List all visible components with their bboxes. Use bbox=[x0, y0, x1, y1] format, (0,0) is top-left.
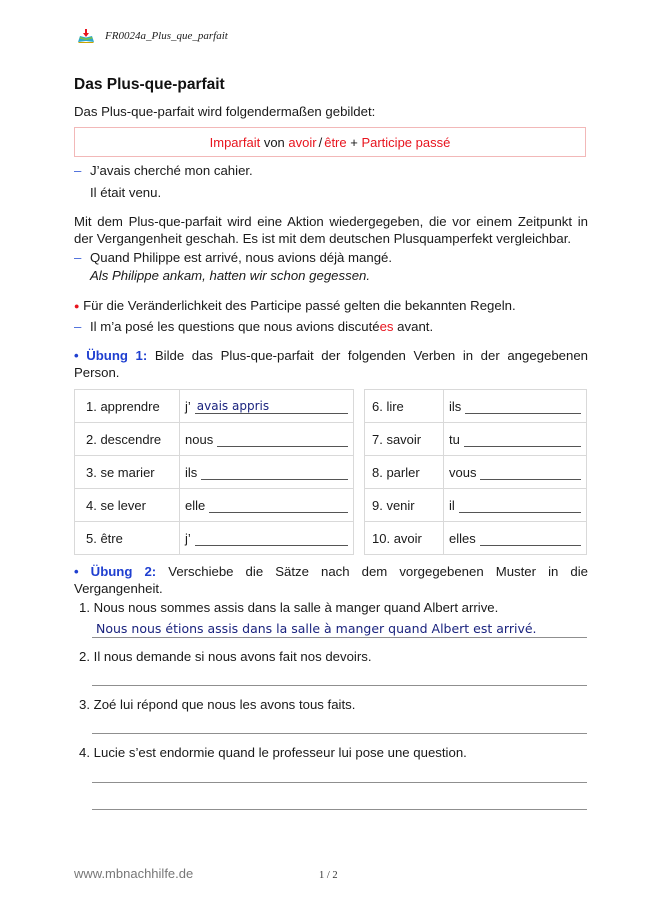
verb-infinitive: être bbox=[96, 530, 123, 546]
item-number: 3. bbox=[86, 464, 97, 480]
answer-field[interactable] bbox=[459, 499, 581, 513]
verb-table-right bbox=[364, 389, 587, 555]
example-1 bbox=[74, 163, 253, 178]
answer-line[interactable] bbox=[92, 716, 587, 734]
verb-infinitive: se marier bbox=[96, 464, 155, 480]
answer-line[interactable] bbox=[92, 668, 587, 686]
verb-table-left bbox=[74, 389, 354, 555]
rule-note bbox=[74, 298, 516, 313]
table-row bbox=[365, 423, 587, 456]
example-text-end: avant. bbox=[393, 319, 434, 334]
pronoun: elle bbox=[185, 498, 206, 513]
answer-cell bbox=[180, 456, 354, 489]
example-text: Il m’a posé les questions que nous avions discuté bbox=[90, 319, 380, 334]
document-id: FR0024a_Plus_que_parfait bbox=[105, 30, 228, 42]
pronoun: ils bbox=[449, 399, 462, 414]
answer-field[interactable] bbox=[217, 433, 348, 447]
answer-field[interactable] bbox=[464, 433, 581, 447]
item-number: 2. bbox=[86, 431, 97, 447]
intro-text: Das Plus-que-parfait wird folgendermaßen gebildet: bbox=[74, 104, 376, 119]
exercise-1-instruction bbox=[74, 347, 588, 381]
verb-cell bbox=[365, 423, 444, 456]
formula-imparfait: Imparfait bbox=[209, 134, 261, 150]
item-number: 10. bbox=[372, 530, 391, 546]
table-row bbox=[365, 456, 587, 489]
exercise-2-label: Übung 2: bbox=[90, 564, 157, 579]
answer-cell bbox=[180, 522, 354, 555]
exercise-2-instruction bbox=[74, 563, 588, 597]
answer-cell bbox=[444, 390, 587, 423]
pronoun: elles bbox=[449, 531, 476, 546]
table-row bbox=[75, 489, 354, 522]
answer-field[interactable] bbox=[480, 532, 581, 546]
item-number: 1. bbox=[79, 600, 90, 615]
sentence-item bbox=[79, 697, 355, 712]
answer-line[interactable] bbox=[92, 765, 587, 783]
verb-cell bbox=[365, 390, 444, 423]
verb-infinitive: venir bbox=[382, 497, 415, 513]
item-number: 8. bbox=[372, 464, 383, 480]
sentence-text: Lucie s’est endormie quand le professeur lui pose une question. bbox=[90, 745, 467, 760]
verb-cell bbox=[75, 390, 180, 423]
verb-cell bbox=[365, 456, 444, 489]
item-number: 5. bbox=[86, 530, 97, 546]
answer-cell bbox=[180, 489, 354, 522]
formula-box bbox=[74, 127, 586, 157]
dash-marker: – bbox=[74, 250, 82, 265]
answer-line-extra[interactable] bbox=[92, 792, 587, 810]
sentence-text: Nous nous sommes assis dans la salle à manger quand Albert arrive. bbox=[90, 600, 499, 615]
rule-text: Für die Veränderlichkeit des Participe passé gelten die bekannten Regeln. bbox=[79, 298, 516, 313]
bullet-icon: • bbox=[74, 564, 91, 579]
item-number: 9. bbox=[372, 497, 383, 513]
sentence-text: Il nous demande si nous avons fait nos devoirs. bbox=[90, 649, 372, 664]
pronoun: vous bbox=[449, 465, 477, 480]
answer-line[interactable]: Nous nous étions assis dans la salle à manger quand Albert est arrivé. bbox=[92, 620, 587, 638]
table-row bbox=[75, 390, 354, 423]
example-3 bbox=[74, 319, 433, 334]
dash-marker: – bbox=[74, 163, 82, 178]
verb-cell bbox=[75, 423, 180, 456]
example-2-translation: Als Philippe ankam, hatten wir schon gegessen. bbox=[90, 268, 371, 283]
verb-cell bbox=[365, 489, 444, 522]
item-number: 7. bbox=[372, 431, 383, 447]
exercise-1-label: Übung 1: bbox=[86, 348, 148, 363]
pronoun: j’ bbox=[185, 399, 191, 414]
answer-field[interactable]: avais appris bbox=[195, 400, 348, 414]
page-number: 1 / 2 bbox=[319, 870, 338, 881]
pronoun: ils bbox=[185, 465, 198, 480]
sentence-item bbox=[79, 600, 498, 615]
verb-infinitive: se lever bbox=[96, 497, 146, 513]
answer-field[interactable] bbox=[209, 499, 348, 513]
pronoun: j’ bbox=[185, 531, 191, 546]
item-number: 1. bbox=[86, 398, 97, 414]
table-row bbox=[75, 522, 354, 555]
item-number: 6. bbox=[372, 398, 383, 414]
pronoun: il bbox=[449, 498, 455, 513]
document-header bbox=[77, 29, 228, 43]
formula-avoir: avoir bbox=[288, 134, 317, 150]
item-number: 3. bbox=[79, 697, 90, 712]
formula-plus: + bbox=[346, 134, 362, 150]
dash-marker: – bbox=[74, 319, 82, 334]
answer-cell bbox=[444, 522, 587, 555]
answer-field[interactable] bbox=[480, 466, 581, 480]
page-title: Das Plus-que-parfait bbox=[74, 76, 225, 93]
answer-cell bbox=[444, 489, 587, 522]
verb-infinitive: apprendre bbox=[96, 398, 160, 414]
exercise-2-text: Verschiebe die Sätze nach dem vorgegebenen Muster in die Vergangenheit. bbox=[74, 564, 588, 596]
formula-etre: être bbox=[324, 134, 347, 150]
table-row bbox=[75, 456, 354, 489]
bullet-icon: • bbox=[74, 348, 87, 363]
example-2 bbox=[74, 250, 392, 265]
formula-von: von bbox=[260, 134, 289, 150]
answer-cell bbox=[180, 390, 354, 423]
formula-participe: Participe passé bbox=[361, 134, 451, 150]
answer-cell bbox=[444, 423, 587, 456]
verb-infinitive: avoir bbox=[390, 530, 422, 546]
answer-field[interactable] bbox=[465, 400, 581, 414]
formula-slash: / bbox=[318, 134, 323, 150]
example-text: Quand Philippe est arrivé, nous avions déjà mangé. bbox=[90, 250, 393, 265]
table-row bbox=[75, 423, 354, 456]
table-row bbox=[365, 390, 587, 423]
verb-cell bbox=[365, 522, 444, 555]
answer-field[interactable] bbox=[201, 466, 348, 480]
verb-infinitive: savoir bbox=[382, 431, 422, 447]
example-text: J’avais cherché mon cahier. bbox=[90, 163, 253, 178]
example-1b: Il était venu. bbox=[90, 185, 162, 200]
sentence-item bbox=[79, 745, 467, 760]
answer-cell bbox=[444, 456, 587, 489]
red-bullet-icon: ● bbox=[74, 301, 80, 311]
item-number: 2. bbox=[79, 649, 90, 664]
table-row bbox=[365, 522, 587, 555]
pronoun: tu bbox=[449, 432, 460, 447]
footer-url: www.mbnachhilfe.de bbox=[74, 866, 194, 881]
verb-infinitive: lire bbox=[382, 398, 404, 414]
sentence-item bbox=[79, 649, 372, 664]
table-row bbox=[365, 489, 587, 522]
verb-cell bbox=[75, 522, 180, 555]
agreement-highlight: es bbox=[379, 319, 394, 334]
answer-field[interactable] bbox=[195, 532, 348, 546]
item-number: 4. bbox=[79, 745, 90, 760]
verb-infinitive: parler bbox=[382, 464, 420, 480]
answer-cell bbox=[180, 423, 354, 456]
verb-cell bbox=[75, 456, 180, 489]
book-with-arrow-icon bbox=[77, 29, 95, 43]
pronoun: nous bbox=[185, 432, 214, 447]
verb-infinitive: descendre bbox=[96, 431, 162, 447]
sentence-text: Zoé lui répond que nous les avons tous faits. bbox=[90, 697, 356, 712]
item-number: 4. bbox=[86, 497, 97, 513]
verb-cell bbox=[75, 489, 180, 522]
explanation-paragraph: Mit dem Plus-que-parfait wird eine Aktion wiedergegeben, die vor einem Zeitpunkt in der Vergangenheit geschah. Es ist mit dem deutschen Plusquamperfekt vergleichbar. bbox=[74, 214, 588, 246]
exercise-1-text: Bilde das Plus-que-parfait der folgenden Verben in der angegebenen Person. bbox=[74, 348, 588, 380]
